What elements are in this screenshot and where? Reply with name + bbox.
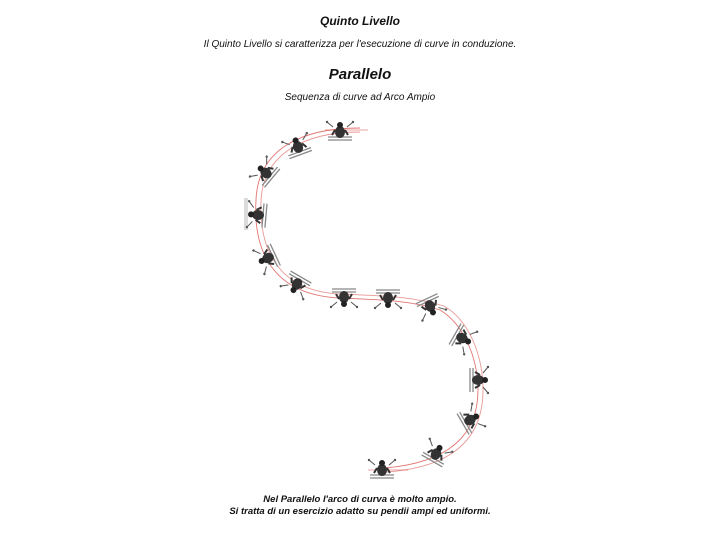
skier-icon xyxy=(279,270,313,301)
ski-track-right xyxy=(261,132,483,472)
ski-track-left xyxy=(256,128,478,468)
footer-note-line2: Si tratta di un esercizio adatto su pendii ampi ed uniformi. xyxy=(229,506,491,517)
skier-icon xyxy=(414,293,448,322)
level-title: Quinto Livello xyxy=(320,14,400,28)
level-description: Il Quinto Livello si caratterizza per l'esecuzione di curve in conduzione. xyxy=(203,39,517,50)
skier-icon xyxy=(456,402,487,436)
skier-icon xyxy=(248,155,281,189)
skier-icon xyxy=(252,242,281,276)
skier-icon xyxy=(470,366,489,394)
footer-note-line1: Nel Parallelo l'arco di curva è molto ampio. xyxy=(263,494,457,505)
skier-icon xyxy=(420,437,454,468)
skier-icon xyxy=(368,459,396,478)
skier-icon xyxy=(448,322,479,356)
ski-track-marker xyxy=(244,198,248,230)
exercise-title: Parallelo xyxy=(328,66,392,83)
exercise-subtitle: Sequenza di curve ad Arco Ampio xyxy=(284,92,436,103)
